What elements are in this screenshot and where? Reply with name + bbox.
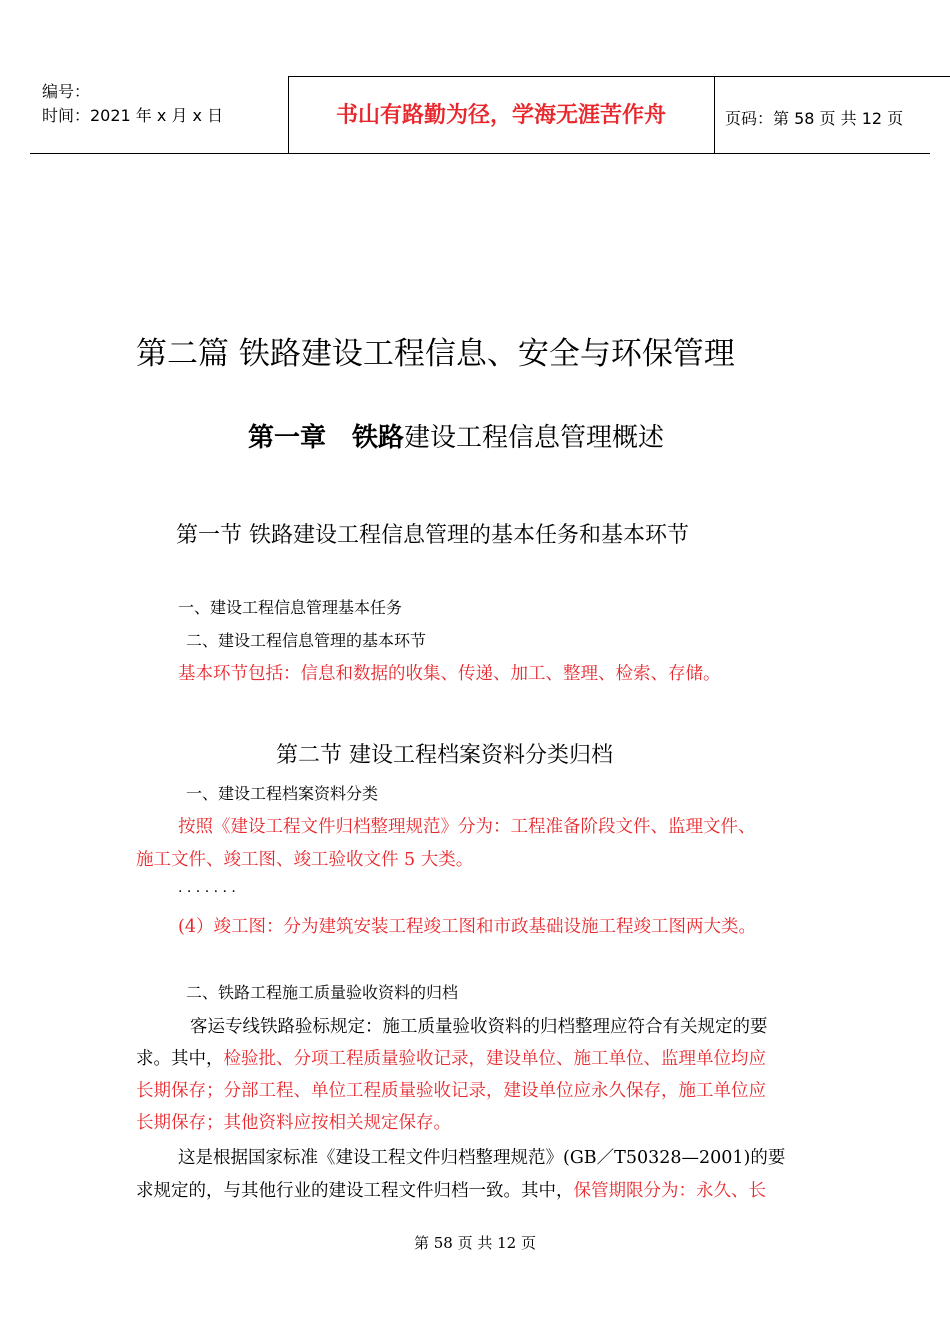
header-meta <box>42 80 223 128</box>
section-2-p4-line1: 这是根据国家标准《建设工程文件归档整理规范》(GB／T50328—2001)的要 <box>178 1148 786 1168</box>
section-2-p3-line1: 客运专线铁路验标规定：施工质量验收资料的归档整理应符合有关规定的要 <box>190 1017 768 1037</box>
section-2-p1-line1: 按照《建设工程文件归档整理规范》分为：工程准备阶段文件、监理文件、 <box>178 817 756 837</box>
ellipsis: . . . . . . . <box>178 880 236 896</box>
header-top-rule <box>288 76 950 77</box>
chapter-label: 第一章 <box>248 423 327 453</box>
p4-line2-red: 保管期限分为：永久、长 <box>573 1181 766 1201</box>
section-1-item-1: 一、建设工程信息管理基本任务 <box>178 598 403 617</box>
section-1-text: 基本环节包括：信息和数据的收集、传递、加工、整理、检索、存储。 <box>178 664 721 684</box>
section-2-item-1: 一、建设工程档案资料分类 <box>186 784 379 803</box>
p3-line2-black: 求。其中， <box>136 1049 224 1069</box>
chapter-title <box>248 417 664 454</box>
part-title: 第二篇 铁路建设工程信息、安全与环保管理 <box>136 336 735 372</box>
section-2-p1-line2: 施工文件、竣工图、竣工验收文件 5 大类。 <box>136 850 474 870</box>
section-1-item-2: 二、建设工程信息管理的基本环节 <box>186 631 427 650</box>
chapter-title-rest: 建设工程信息管理概述 <box>404 423 665 453</box>
page-header <box>30 76 930 154</box>
serial-label: 编号： <box>42 82 91 101</box>
p3-line2-red: 检验批、分项工程质量验收记录，建设单位、施工单位、监理单位均应 <box>223 1049 766 1069</box>
section-2-p3-line4: 长期保存；其他资料应按相关规定保存。 <box>136 1113 451 1133</box>
section-2-item-2: 二、铁路工程施工质量验收资料的归档 <box>186 983 459 1002</box>
p4-line2-black: 求规定的，与其他行业的建设工程文件归档一致。其中， <box>136 1181 574 1201</box>
section-2-p3-line2 <box>136 1045 766 1070</box>
section-2-p3-line3: 长期保存；分部工程、单位工程质量验收记录，建设单位应永久保存，施工单位应 <box>136 1081 766 1101</box>
section-2-title: 第二节 建设工程档案资料分类归档 <box>276 743 613 768</box>
header-page-info: 页码：第 58 页 共 12 页 <box>725 109 904 128</box>
section-2-p4-line2 <box>136 1177 766 1202</box>
header-motto: 书山有路勤为径，学海无涯苦作舟 <box>335 103 666 128</box>
section-1-title: 第一节 铁路建设工程信息管理的基本任务和基本环节 <box>176 523 689 548</box>
page-footer: 第 58 页 共 12 页 <box>413 1234 536 1252</box>
header-divider-right <box>714 76 715 154</box>
chapter-title-bold: 铁路 <box>352 423 405 453</box>
time-label: 时间：2021 年 x 月 x 日 <box>42 106 224 125</box>
section-2-p2: (4）竣工图：分为建筑安装工程竣工图和市政基础设施工程竣工图两大类。 <box>178 917 756 937</box>
header-bottom-rule <box>30 153 930 154</box>
